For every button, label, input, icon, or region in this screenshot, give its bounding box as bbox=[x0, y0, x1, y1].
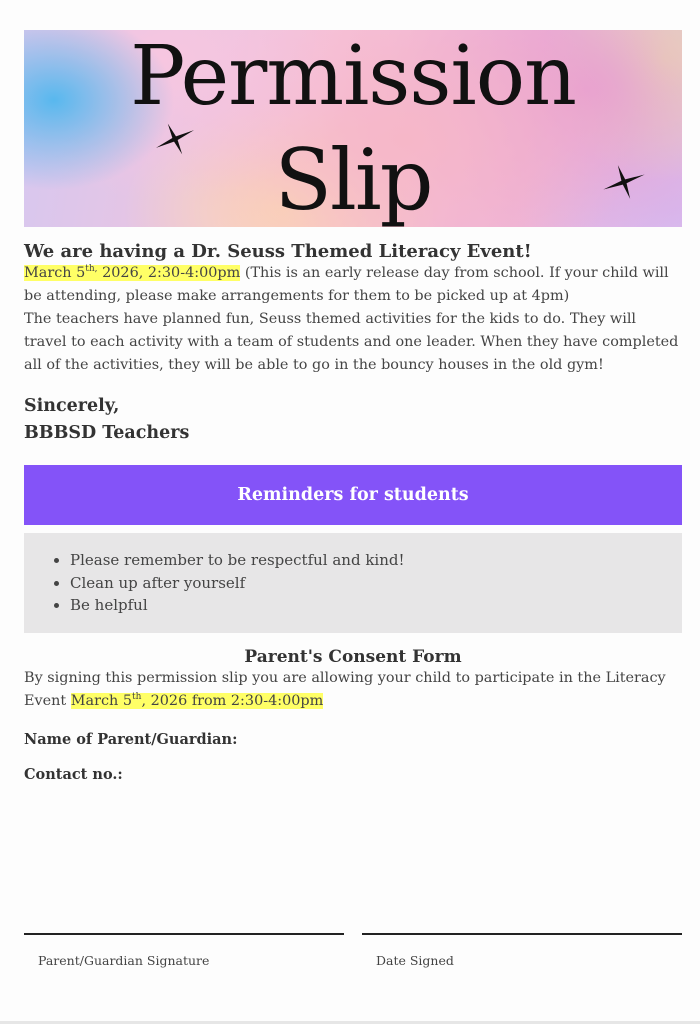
consent-date-highlight bbox=[71, 693, 323, 709]
closing bbox=[24, 393, 682, 447]
event-date-text: March 5 bbox=[24, 265, 86, 281]
consent-date-time: , 2026 from 2:30-4:00pm bbox=[141, 693, 324, 709]
event-heading: We are having a Dr. Seuss Themed Literacy Event! bbox=[24, 241, 532, 262]
signature-area bbox=[24, 933, 682, 983]
parent-signature-line[interactable] bbox=[24, 933, 344, 935]
consent-date-suffix: th bbox=[132, 692, 142, 703]
date-signed-label: Date Signed bbox=[376, 953, 454, 968]
consent-text bbox=[24, 667, 682, 713]
banner-title-line-1: Permission bbox=[130, 30, 576, 124]
event-description: The teachers have planned fun, Seuss themed activities for the kids to do. They will travel to each activity with a team of students and one leader. When they have completed all of the activities, they will be able to go in the bouncy houses in the old gym! bbox=[24, 311, 679, 373]
parent-name-field-label: Name of Parent/Guardian: bbox=[24, 731, 238, 748]
event-date-suffix: th, bbox=[85, 264, 98, 275]
title-banner bbox=[24, 30, 682, 227]
sparkle-icon bbox=[154, 122, 196, 156]
reminders-title: Reminders for students bbox=[237, 485, 469, 505]
reminders-list bbox=[24, 549, 682, 617]
event-date-highlight bbox=[24, 265, 240, 281]
parent-signature-label: Parent/Guardian Signature bbox=[38, 953, 210, 968]
event-date-time: 2026, 2:30-4:00pm bbox=[97, 265, 241, 281]
date-signed-line[interactable] bbox=[362, 933, 682, 935]
reminder-item: • Clean up after yourself bbox=[70, 572, 682, 595]
reminders-list-box bbox=[24, 533, 682, 633]
permission-slip-page bbox=[24, 30, 682, 783]
closing-salutation: Sincerely, bbox=[24, 396, 120, 416]
sparkle-icon bbox=[602, 164, 646, 200]
reminders-header bbox=[24, 465, 682, 525]
event-schedule bbox=[24, 262, 682, 308]
banner-title-line-2: Slip bbox=[274, 131, 432, 227]
contact-number-field-label: Contact no.: bbox=[24, 766, 123, 783]
consent-form-title: Parent's Consent Form bbox=[244, 647, 462, 667]
closing-signature: BBBSD Teachers bbox=[24, 423, 190, 443]
event-schedule-note: (This is an early release day from school. If your child will be attending, please make arrangements for them to be picked up at 4pm) bbox=[24, 265, 669, 304]
reminder-item: • Please remember to be respectful and kind! bbox=[70, 549, 682, 572]
consent-text-body: By signing this permission slip you are allowing your child to participate in the Literacy Event bbox=[24, 670, 666, 709]
reminder-item: • Be helpful bbox=[70, 594, 682, 617]
consent-date-text: March 5 bbox=[70, 693, 133, 709]
